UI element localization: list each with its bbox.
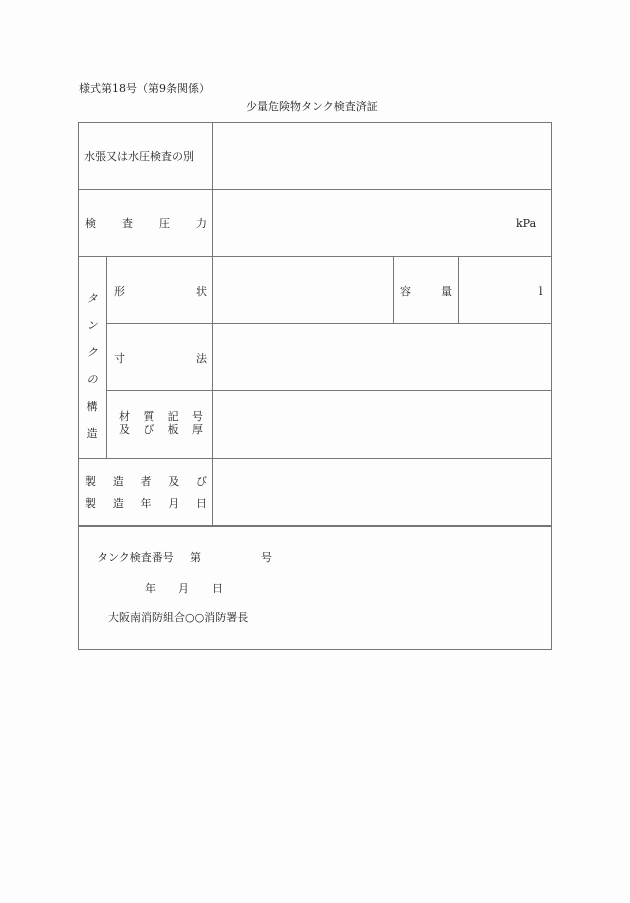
label-char: 号 bbox=[191, 410, 203, 423]
label-char: 造 bbox=[112, 475, 124, 488]
label-char: び bbox=[143, 423, 155, 436]
label-char: 造 bbox=[86, 427, 98, 440]
label-char: 月 bbox=[168, 497, 180, 510]
label-char: 日 bbox=[196, 497, 207, 510]
label-char: 厚 bbox=[191, 423, 203, 436]
label-char: 寸 bbox=[114, 352, 125, 365]
section-divider bbox=[78, 525, 552, 527]
manufacturer-label-line2 bbox=[85, 497, 207, 510]
material-label-line2 bbox=[119, 423, 203, 436]
label-char: 製 bbox=[85, 475, 96, 488]
document-title: 少量危険物タンク検査済証 bbox=[246, 100, 378, 113]
label-char: 質 bbox=[143, 410, 155, 423]
label-char: 圧 bbox=[159, 217, 170, 230]
label-char: 者 bbox=[140, 475, 152, 488]
label-char: 状 bbox=[196, 285, 207, 298]
capacity-field[interactable] bbox=[460, 258, 536, 322]
inspection-number-label: タンク検査番号 bbox=[97, 551, 174, 564]
capacity-label bbox=[400, 285, 452, 298]
label-char: 及 bbox=[168, 475, 180, 488]
test-pressure-field[interactable] bbox=[214, 191, 514, 255]
label-char: 造 bbox=[112, 497, 124, 510]
shape-field[interactable] bbox=[214, 258, 392, 322]
manufacturer-field[interactable] bbox=[214, 460, 550, 524]
date-day-label: 日 bbox=[212, 582, 223, 595]
material-label bbox=[119, 410, 203, 436]
label-char: 材 bbox=[119, 410, 130, 423]
material-label-line1 bbox=[119, 410, 203, 423]
label-char: 板 bbox=[167, 423, 179, 436]
label-char: び bbox=[196, 475, 207, 488]
form-number-label: 様式第18号（第9条関係） bbox=[79, 82, 210, 95]
test-pressure-label bbox=[85, 217, 207, 230]
label-char: タ bbox=[86, 292, 98, 305]
test-type-field[interactable] bbox=[214, 124, 550, 188]
table-border-top bbox=[78, 122, 552, 123]
label-column-divider bbox=[212, 122, 213, 526]
manufacturer-label-line1 bbox=[85, 475, 207, 488]
label-char: 法 bbox=[196, 352, 207, 365]
tank-group-divider bbox=[106, 256, 107, 458]
test-type-label: 水張又は水圧検査の別 bbox=[84, 150, 194, 163]
inspection-number-field[interactable] bbox=[204, 549, 258, 565]
row-divider bbox=[106, 390, 552, 391]
date-month-label: 月 bbox=[178, 582, 189, 595]
dimensions-field[interactable] bbox=[214, 325, 550, 389]
tank-structure-label bbox=[85, 290, 99, 441]
date-year-label: 年 bbox=[145, 582, 156, 595]
pressure-unit: kPa bbox=[516, 217, 537, 230]
table-border-left bbox=[78, 122, 79, 650]
capacity-label-divider-right bbox=[458, 256, 459, 323]
label-char: 記 bbox=[167, 410, 179, 423]
manufacturer-label bbox=[85, 475, 207, 510]
label-char: の bbox=[86, 373, 98, 386]
inspection-number-suffix: 号 bbox=[261, 551, 272, 564]
table-border-right bbox=[551, 122, 552, 650]
inspection-number-prefix: 第 bbox=[190, 551, 201, 564]
material-field[interactable] bbox=[214, 392, 550, 457]
row-divider bbox=[78, 458, 552, 459]
label-char: 査 bbox=[122, 217, 133, 230]
label-char: 年 bbox=[140, 497, 152, 510]
issuer-label: 大阪南消防組合○○消防署長 bbox=[108, 611, 249, 624]
label-char: 及 bbox=[119, 423, 130, 436]
label-char: 容 bbox=[400, 285, 411, 298]
row-divider bbox=[106, 323, 552, 324]
label-char: ク bbox=[86, 346, 98, 359]
dimensions-label bbox=[114, 352, 207, 365]
shape-label bbox=[114, 285, 207, 298]
capacity-label-divider-left bbox=[393, 256, 394, 323]
row-divider bbox=[78, 189, 552, 190]
row-divider bbox=[78, 256, 552, 257]
label-char: 構 bbox=[86, 400, 98, 413]
capacity-unit: l bbox=[539, 285, 543, 298]
label-char: 形 bbox=[114, 285, 125, 298]
label-char: 量 bbox=[441, 285, 452, 298]
table-border-bottom bbox=[78, 649, 552, 650]
label-char: 検 bbox=[85, 217, 96, 230]
label-char: ン bbox=[86, 319, 98, 332]
label-char: 力 bbox=[196, 217, 207, 230]
label-char: 製 bbox=[85, 497, 96, 510]
